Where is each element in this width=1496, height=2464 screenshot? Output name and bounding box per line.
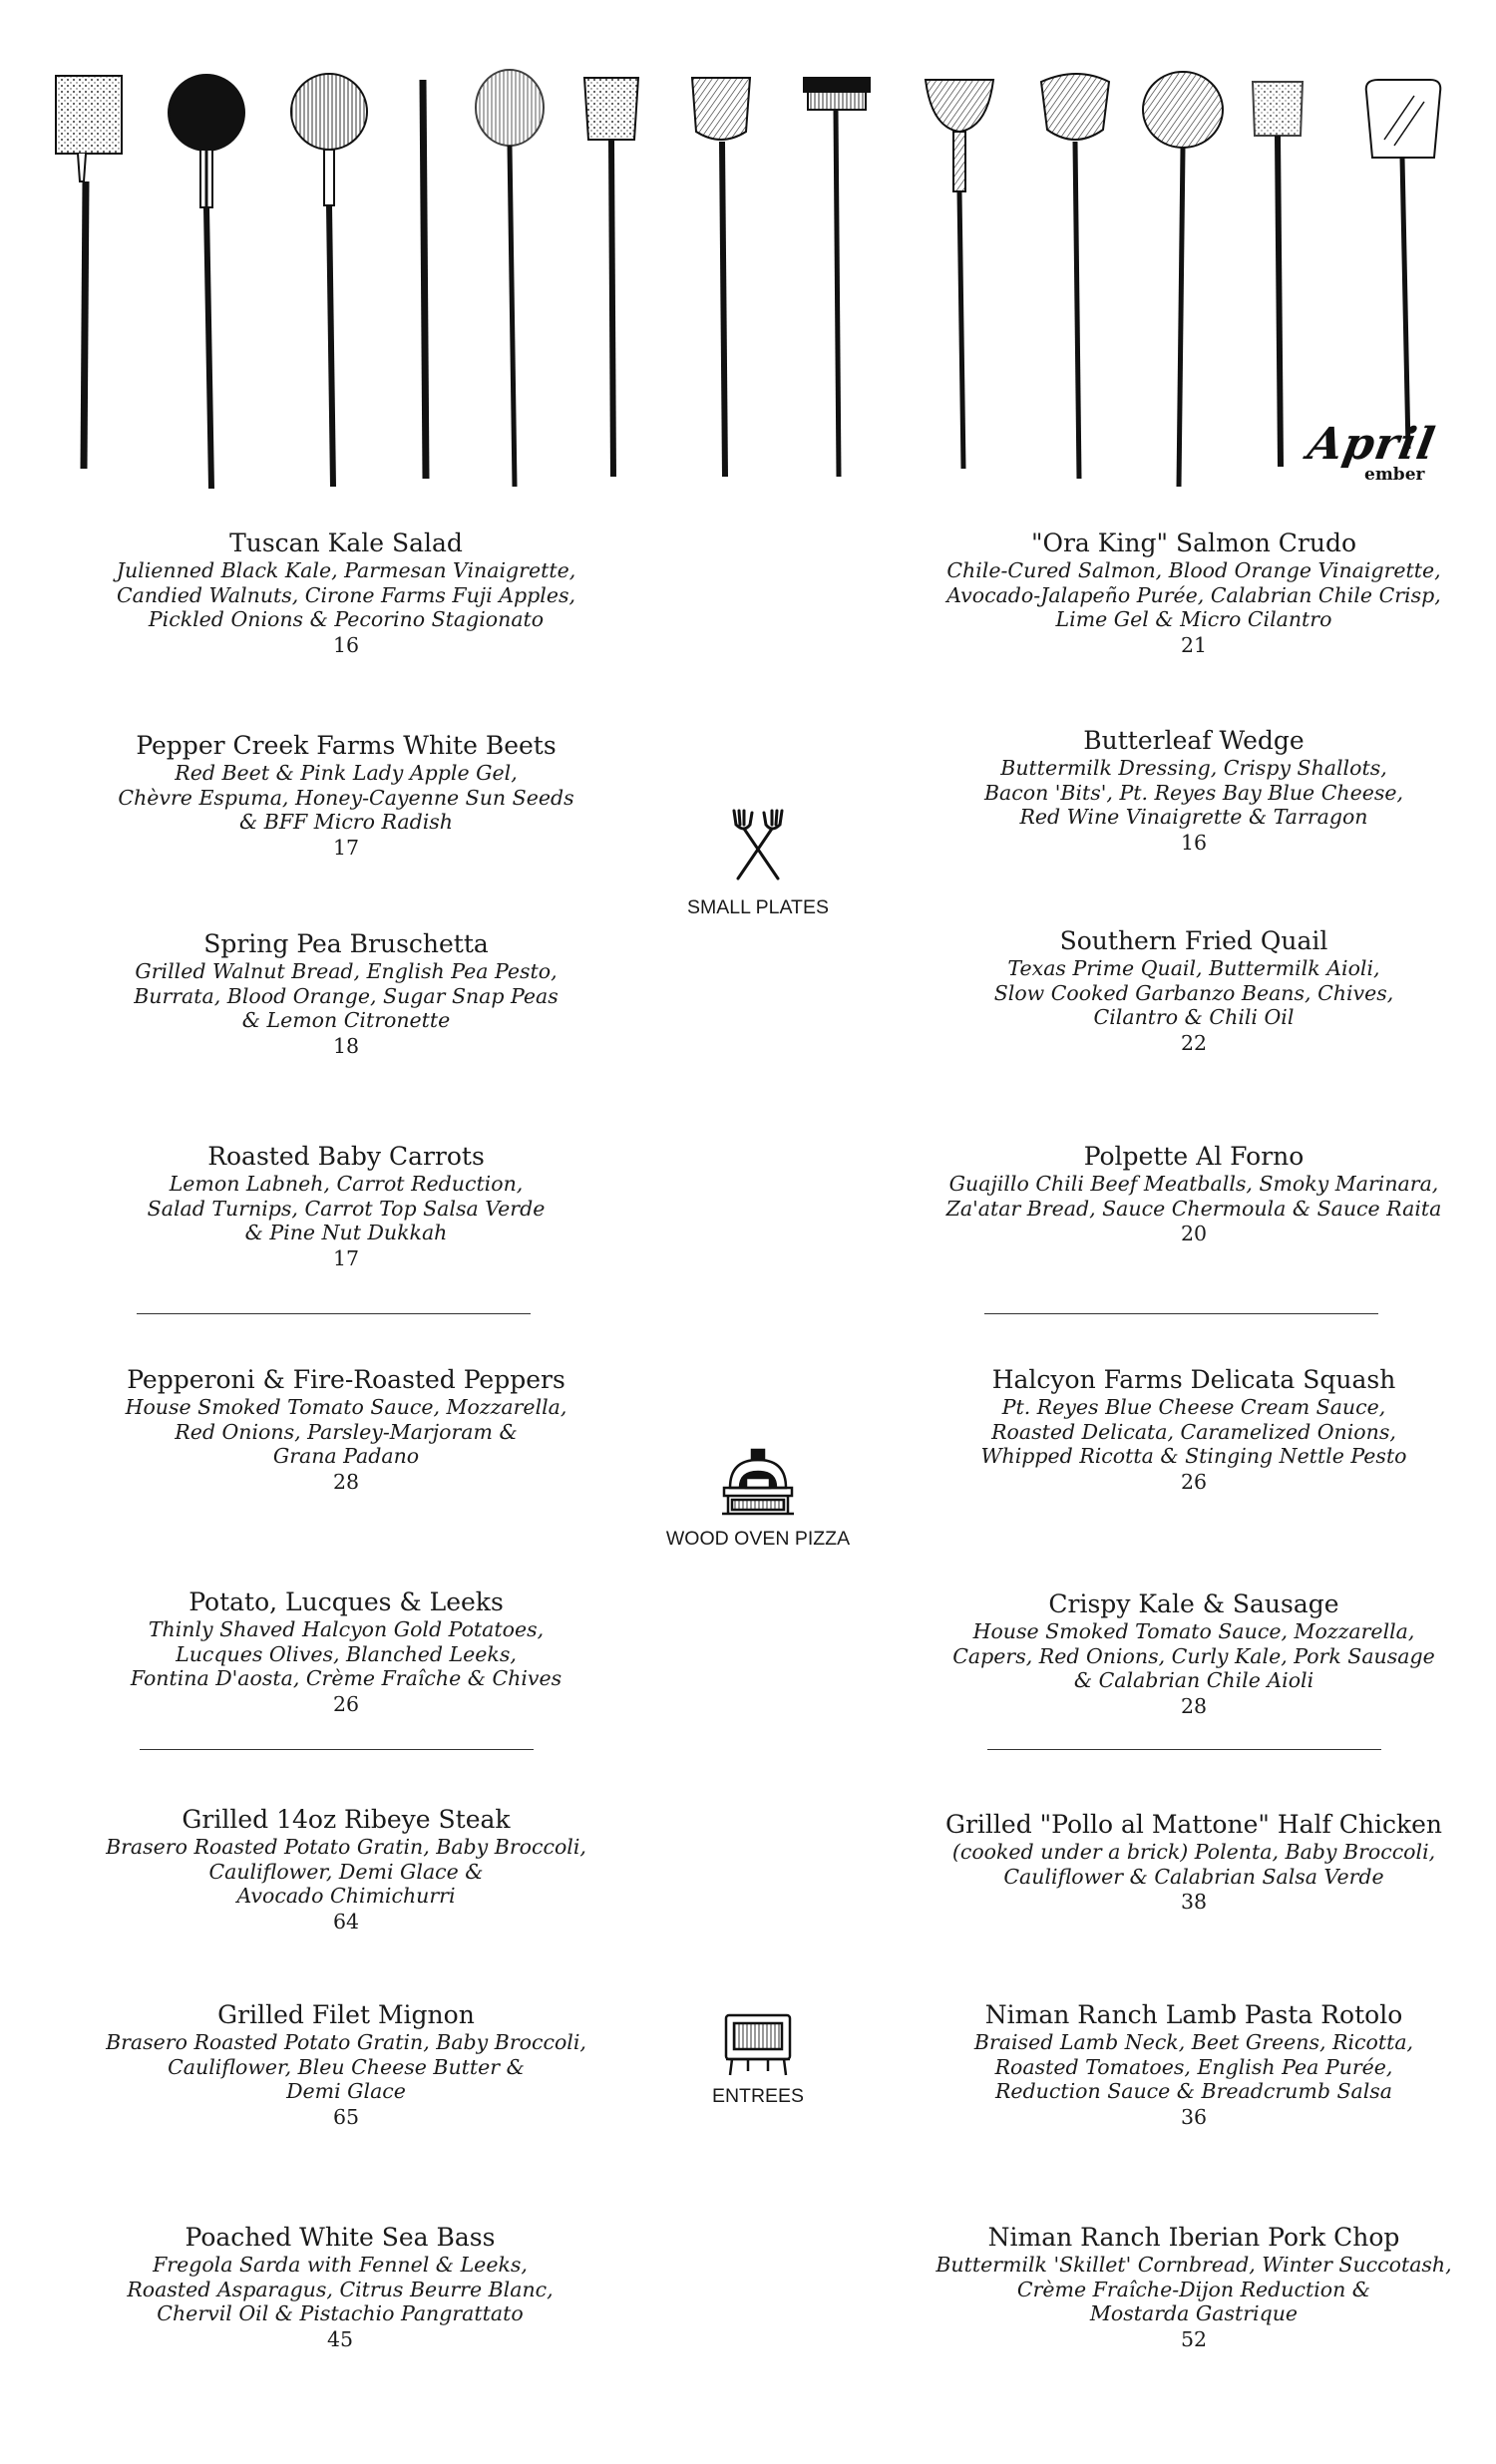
item-desc-line: House Smoked Tomato Sauce, Mozzarella, — [972, 1619, 1415, 1643]
menu-item — [935, 1810, 1453, 1915]
item-name: Polpette Al Forno — [1083, 1142, 1305, 1171]
item-desc-line: Cauliflower, Demi Glace & — [208, 1859, 484, 1884]
pizza-oven-icon — [718, 1448, 798, 1518]
menu-item — [935, 2000, 1453, 2130]
item-desc-line: Lime Gel & Micro Cilantro — [1055, 607, 1332, 631]
menu-item — [87, 929, 605, 1059]
item-desc-line: Chervil Oil & Pistachio Pangrattato — [157, 2301, 524, 2325]
section-label: SMALL PLATES — [687, 896, 829, 918]
hatched-peel-icon — [291, 74, 367, 487]
item-desc-line: Crème Fraîche-Dijon Reduction & — [1016, 2277, 1371, 2301]
item-desc-line: Chèvre Espuma, Honey-Cayenne Sun Seeds — [118, 785, 574, 810]
item-desc-line: Slow Cooked Garbanzo Beans, Chives, — [993, 980, 1394, 1005]
item-price: 20 — [1180, 1222, 1208, 1245]
item-price: 28 — [332, 1469, 360, 1494]
shovel-peel-icon — [692, 78, 750, 477]
item-desc-line: Texas Prime Quail, Buttermilk Aioli, — [1007, 956, 1380, 980]
item-desc-line: Thinly Shaved Halcyon Gold Potatoes, — [148, 1617, 545, 1641]
item-desc-line: Roasted Delicata, Caramelized Onions, — [991, 1419, 1396, 1444]
menu-item — [87, 1365, 605, 1495]
item-desc-line: Candied Walnuts, Cirone Farms Fuji Apples, — [116, 582, 576, 607]
oven-tools-illustration — [0, 0, 1496, 499]
item-price: 36 — [1180, 2104, 1208, 2129]
section-small-plates — [618, 803, 898, 919]
item-desc-line: Salad Turnips, Carrot Top Salsa Verde — [147, 1196, 546, 1221]
section-divider — [984, 1313, 1378, 1314]
item-desc-line: Guajillo Chili Beef Meatballs, Smoky Marinara, — [948, 1172, 1439, 1196]
item-desc-line: Lucques Olives, Blanched Leeks, — [176, 1641, 517, 1666]
item-desc-line: Brasero Roasted Potato Gratin, Baby Broccoli, — [106, 2030, 586, 2054]
item-name: Tuscan Kale Salad — [229, 528, 463, 557]
item-desc-line: Capers, Red Onions, Curly Kale, Pork Sausage — [952, 1643, 1435, 1668]
item-desc-line: Braised Lamb Neck, Beet Greens, Ricotta, — [973, 2030, 1414, 2054]
item-desc-line: Lemon Labneh, Carrot Reduction, — [169, 1172, 524, 1196]
item-price: 22 — [1180, 1030, 1208, 1055]
round-scoop-icon — [1041, 74, 1109, 479]
item-name: Crispy Kale & Sausage — [1048, 1589, 1339, 1618]
item-desc-line: Grana Padano — [272, 1444, 420, 1468]
item-desc-line: Julienned Black Kale, Parmesan Vinaigrette, — [116, 558, 576, 582]
item-desc-line: Mostarda Gastrique — [1089, 2301, 1299, 2325]
item-desc-line: Roasted Asparagus, Citrus Beurre Blanc, — [127, 2277, 554, 2301]
item-desc-line: Avocado Chimichurri — [236, 1884, 456, 1908]
menu-item — [87, 2000, 605, 2130]
oven-brush-icon — [804, 78, 870, 477]
section-divider — [137, 1313, 531, 1314]
ash-scoop-icon — [926, 80, 993, 469]
item-name: Grilled Filet Mignon — [217, 2000, 475, 2029]
item-name: Grilled "Pollo al Mattone" Half Chicken — [944, 1810, 1442, 1839]
metal-peel-icon — [1253, 82, 1303, 467]
menu-item — [935, 528, 1453, 658]
month-suffix: ember — [1364, 465, 1425, 485]
item-desc-line: Avocado-Jalapeño Purée, Calabrian Chile Crisp, — [946, 582, 1441, 607]
month-signature — [1304, 419, 1468, 489]
item-desc-line: Cilantro & Chili Oil — [1093, 1005, 1295, 1029]
item-desc-line: (cooked under a brick) Polenta, Baby Broccoli, — [951, 1840, 1436, 1864]
item-name: Butterleaf Wedge — [1083, 726, 1305, 755]
item-desc-line: Bacon 'Bits', Pt. Reyes Bay Blue Cheese, — [983, 780, 1404, 805]
item-desc-line: House Smoked Tomato Sauce, Mozzarella, — [125, 1395, 567, 1419]
item-price: 26 — [1180, 1469, 1208, 1494]
item-desc-line: Red Onions, Parsley-Marjoram & — [175, 1419, 518, 1444]
menu-item — [935, 726, 1453, 856]
item-desc-line: Demi Glace — [286, 2079, 406, 2103]
item-name: Niman Ranch Lamb Pasta Rotolo — [984, 2000, 1403, 2029]
peel-tool-icon — [56, 76, 122, 469]
item-name: Spring Pea Bruschetta — [203, 929, 489, 958]
item-desc-line: Reduction Sauce & Breadcrumb Salsa — [994, 2079, 1393, 2103]
item-desc-line: Red Beet & Pink Lady Apple Gel, — [175, 761, 518, 785]
grill-icon — [718, 2009, 798, 2079]
section-divider — [140, 1749, 534, 1750]
item-price: 16 — [1180, 830, 1208, 855]
item-desc-line: Red Wine Vinaigrette & Tarragon — [1019, 805, 1368, 829]
round-peel-icon — [169, 75, 244, 489]
item-price: 45 — [326, 2326, 354, 2351]
section-entrees — [628, 2009, 888, 2108]
item-desc-line: Burrata, Blood Orange, Sugar Snap Peas — [134, 983, 559, 1008]
menu-item — [935, 1142, 1453, 1246]
crossed-forks-icon — [728, 803, 788, 884]
month-name: April — [1304, 419, 1440, 470]
item-price: 16 — [332, 632, 360, 657]
item-desc-line: & BFF Micro Radish — [238, 810, 453, 834]
item-price: 26 — [332, 1691, 360, 1716]
item-name: Roasted Baby Carrots — [207, 1142, 485, 1171]
menu-item — [935, 926, 1453, 1056]
item-name: Halcyon Farms Delicata Squash — [991, 1365, 1396, 1394]
item-desc-line: Brasero Roasted Potato Gratin, Baby Broccoli, — [106, 1835, 586, 1859]
item-price: 38 — [1180, 1890, 1208, 1914]
menu-item — [935, 1365, 1453, 1495]
item-desc-line: Fontina D'aosta, Crème Fraîche & Chives — [130, 1666, 562, 1690]
item-desc-line: Cauliflower, Bleu Cheese Butter & — [168, 2054, 525, 2079]
item-desc-line: Roasted Tomatoes, English Pea Purée, — [994, 2054, 1393, 2079]
item-desc-line: Grilled Walnut Bread, English Pea Pesto, — [135, 959, 558, 983]
item-price: 17 — [332, 835, 360, 860]
poker-rod-icon — [423, 80, 426, 479]
item-name: Potato, Lucques & Leeks — [188, 1587, 504, 1616]
item-price: 64 — [332, 1909, 360, 1934]
item-desc-line: Za'atar Bread, Sauce Chermoula & Sauce Raita — [945, 1196, 1442, 1221]
item-price: 18 — [332, 1033, 360, 1058]
item-price: 28 — [1180, 1693, 1208, 1718]
item-name: Poached White Sea Bass — [185, 2223, 496, 2252]
item-desc-line: Buttermilk 'Skillet' Cornbread, Winter Succotash, — [935, 2253, 1452, 2277]
item-name: "Ora King" Salmon Crudo — [1030, 528, 1357, 557]
menu-item — [935, 2223, 1453, 2352]
section-wood-oven-pizza — [628, 1448, 888, 1551]
menu-item — [935, 1589, 1453, 1719]
light-peel-icon — [476, 70, 544, 487]
item-desc-line: & Pine Nut Dukkah — [244, 1221, 448, 1244]
menu-item — [87, 731, 605, 861]
perforated-peel-icon — [1366, 80, 1441, 449]
item-name: Niman Ranch Iberian Pork Chop — [987, 2223, 1400, 2252]
item-name: Pepperoni & Fire-Roasted Peppers — [127, 1365, 565, 1394]
item-desc-line: Cauliflower & Calabrian Salsa Verde — [1003, 1864, 1384, 1889]
menu-item — [81, 2223, 599, 2352]
menu-item — [87, 1587, 605, 1717]
section-divider — [987, 1749, 1381, 1750]
menu-item — [87, 1805, 605, 1935]
item-desc-line: Pickled Onions & Pecorino Stagionato — [148, 607, 545, 631]
item-desc-line: Pt. Reyes Blue Cheese Cream Sauce, — [1001, 1395, 1386, 1419]
item-price: 65 — [332, 2104, 360, 2129]
item-desc-line: Whipped Ricotta & Stinging Nettle Pesto — [980, 1444, 1407, 1468]
section-label: ENTREES — [711, 2085, 805, 2107]
item-price: 52 — [1180, 2326, 1208, 2351]
item-name: Grilled 14oz Ribeye Steak — [182, 1805, 511, 1834]
oval-peel-icon — [1143, 72, 1223, 487]
item-desc-line: Chile-Cured Salmon, Blood Orange Vinaigrette, — [946, 558, 1441, 582]
item-price: 17 — [332, 1245, 360, 1270]
menu-item — [87, 1142, 605, 1271]
item-name: Pepper Creek Farms White Beets — [136, 731, 557, 760]
item-desc-line: Buttermilk Dressing, Crispy Shallots, — [1000, 756, 1387, 780]
menu-item — [87, 528, 605, 658]
item-desc-line: & Lemon Citronette — [241, 1008, 451, 1032]
item-price: 21 — [1180, 632, 1208, 657]
square-peel-icon — [584, 78, 638, 477]
item-desc-line: & Calabrian Chile Aioli — [1073, 1668, 1314, 1692]
item-desc-line: Fregola Sarda with Fennel & Leeks, — [153, 2253, 528, 2277]
section-label: WOOD OVEN PIZZA — [665, 1528, 851, 1550]
item-name: Southern Fried Quail — [1059, 926, 1328, 955]
